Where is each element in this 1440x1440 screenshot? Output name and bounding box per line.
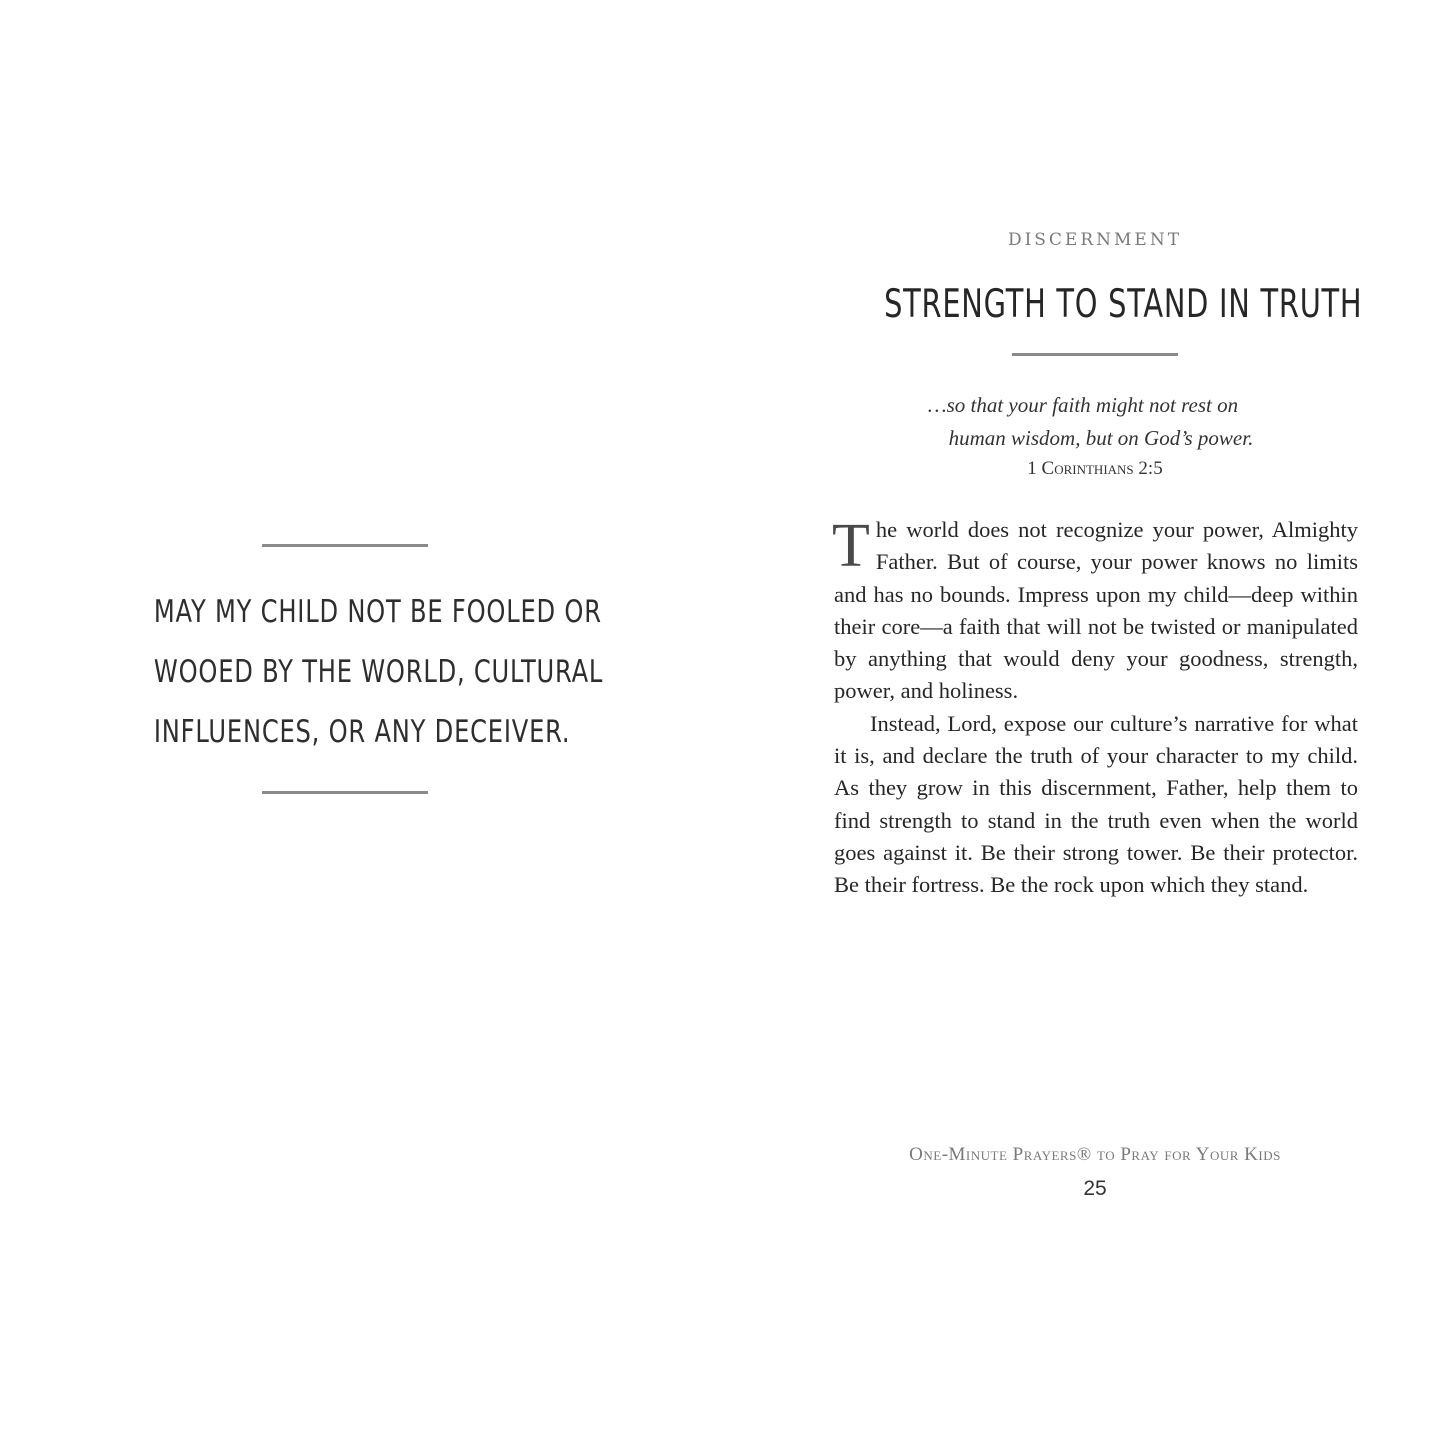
- prayer-body: [834, 514, 1358, 902]
- pull-quote-bottom-rule: [262, 791, 428, 794]
- prayer-paragraph: [834, 514, 1358, 708]
- pull-quote: [153, 582, 604, 762]
- right-page: [720, 0, 1440, 1440]
- prayer-paragraph: Instead, Lord, expose our culture’s narrative for what it is, and declare the truth of your character to my child. As they grow in this discernment, Father, help them to find strength to stand in the truth even when the world goes against it. Be their strong tower. Be their protector. Be their fortress. Be the rock upon which they stand.: [834, 710, 1358, 898]
- epigraph-line: …so that your faith might not rest on: [927, 393, 1239, 417]
- running-footer-title: One-Minute Prayers® to Pray for Your Kids: [909, 1144, 1281, 1165]
- pull-quote-line: INFLUENCES, OR ANY DECEIVER.: [153, 714, 571, 750]
- paragraph-text: he world does not recognize your power, Almighty Father. But of course, your power knows no limits and has no bounds. Impress upon my child—deep within their core—a faith that will not be twisted or manipulated by anything that would deny your goodness, strength, power, and holiness.: [834, 517, 1358, 704]
- epigraph: [870, 389, 1320, 455]
- epigraph-line: human wisdom, but on God’s power.: [948, 426, 1254, 450]
- pull-quote-line: MAY MY CHILD NOT BE FOOLED OR: [153, 594, 602, 630]
- section-label: DISCERNMENT: [1007, 230, 1183, 250]
- page-number: 25: [1083, 1177, 1107, 1200]
- pull-quote-line: WOOED BY THE WORLD, CULTURAL: [153, 654, 604, 690]
- title-rule: [1012, 353, 1178, 356]
- drop-cap: T: [832, 512, 870, 580]
- chapter-title: STRENGTH TO STAND IN TRUTH: [884, 282, 1363, 327]
- scripture-citation: 1 Corinthians 2:5: [1027, 458, 1163, 479]
- pull-quote-top-rule: [262, 544, 428, 547]
